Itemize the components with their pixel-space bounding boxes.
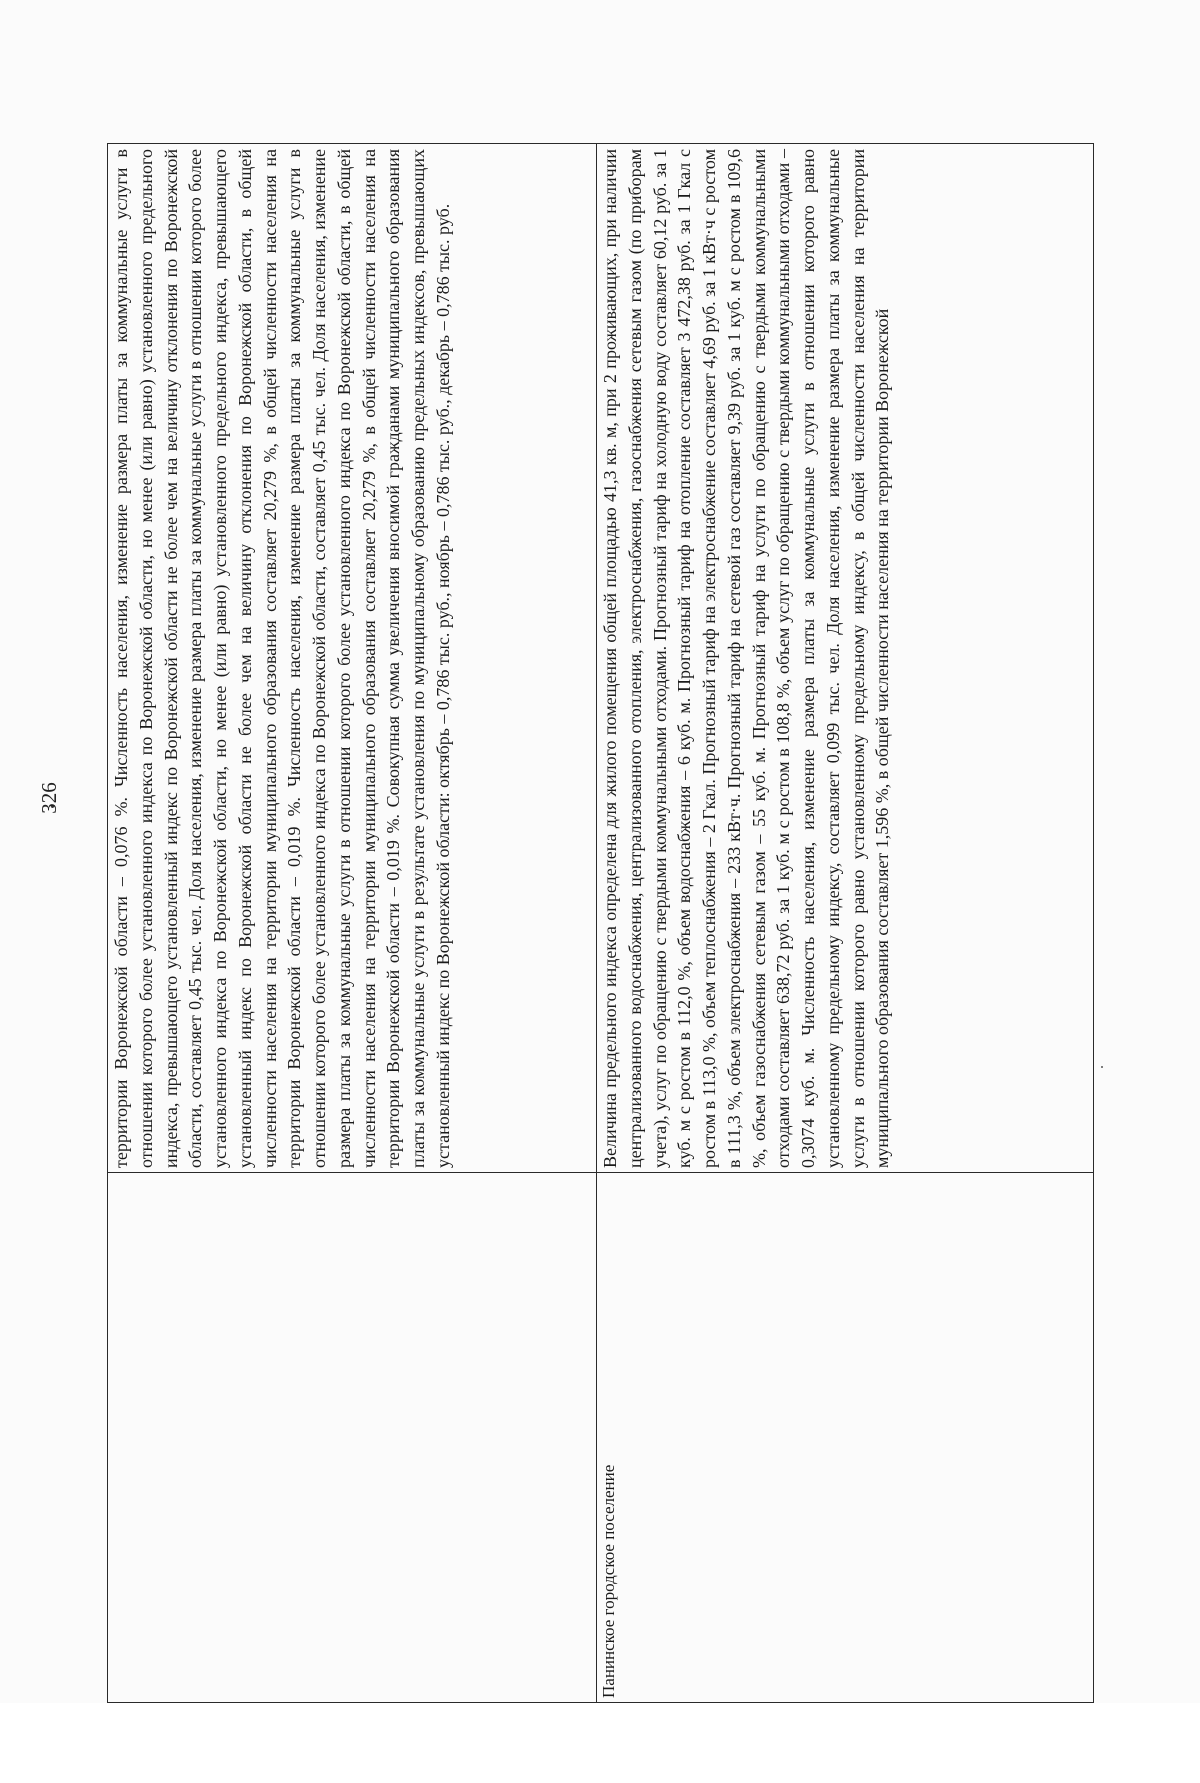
page-number: 326	[37, 782, 61, 814]
municipality-cell: Панинское городское поселение	[597, 1173, 1094, 1703]
description-cell: Величина предельного индекса определена для жилого помещения общей площадью 41,3 кв. м, при 2 проживающих, при наличии централизованного водоснабжения, централизованного отопления, электроснабжения, газоснабжения сетевым газом (по приборам учета), услуг по обращению с твердыми коммунальными отходами. Прогнозный тариф на холодную воду составляет 60,12 руб. за 1 куб. м с ростом в 112,0 %, объем водоснабжения – 6 куб. м. Прогнозный тариф на отопление составляет 3 472,38 руб. за 1 Гкал с ростом в 113,0 %, объем теплоснабжения – 2 Гкал. Прогнозный тариф на электроснабжение составляет 4,69 руб. за 1 кВт·ч с ростом в 111,3 %, объем электроснабжения – 233 кВт·ч. Прогнозный тариф на сетевой газ составляет 9,39 руб. за 1 куб. м с ростом в 109,6 %, объем газоснабжения сетевым газом – 55 куб. м. Прогнозный тариф на услуги по обращению с твердыми коммунальными отходами составляет 638,72 руб. за 1 куб. м с ростом в 108,8 %, объем услуг по обращению с твердыми коммунальными отходами – 0,3074 куб. м. Численность населения, изменение размера платы за коммунальные услуги в отношении которого равно установленному предельному индексу, составляет 0,099 тыс. чел. Доля населения, изменение размера платы за коммунальные услуги в отношении которого равно установленному предельному индексу, в общей численности населения на территории муниципального образования составляет 1,596 %, в общей численности населения на территории Воронежской	[597, 144, 1094, 1173]
description-cell: территории Воронежской области – 0,076 %. Численность населения, изменение размера платы за коммунальные услуги в отношении которого более установленного индекса по Воронежской области, но менее (или равно) установленного предельного индекса, превышающего установленный индекс по Воронежской области не более чем на величину отклонения по Воронежской области, составляет 0,45 тыс. чел. Доля населения, изменение размера платы за коммунальные услуги в отношении которого более установленного индекса по Воронежской области, но менее (или равно) установленного предельного индекса, превышающего установленный индекс по Воронежской области не более чем на величину отклонения по Воронежской области, в общей численности населения на территории муниципального образования составляет 20,279 %, в общей численности населения на территории Воронежской области – 0,019 %. Численность населения, изменение размера платы за коммунальные услуги в отношении которого более установленного индекса по Воронежской области, составляет 0,45 тыс. чел. Доля населения, изменение размера платы за коммунальные услуги в отношении которого более установленного индекса по Воронежской области, в общей численности населения на территории муниципального образования составляет 20,279 %, в общей численности населения на территории Воронежской области – 0,019 %. Совокупная сумма увеличения вносимой гражданами муниципального образования платы за коммунальные услуги в результате установления по муниципальному образованию предельных индексов, превышающих установленный индекс по Воронежской области: октябрь – 0,786 тыс. руб., ноябрь – 0,786 тыс. руб., декабрь – 0,786 тыс. руб.	[108, 144, 597, 1173]
rotated-table-area	[104, 143, 1094, 1783]
table-row	[108, 144, 597, 1703]
table-row	[597, 144, 1094, 1703]
document-table	[107, 143, 1094, 1703]
scan-speck	[1101, 1066, 1103, 1068]
municipality-cell	[108, 1173, 597, 1703]
